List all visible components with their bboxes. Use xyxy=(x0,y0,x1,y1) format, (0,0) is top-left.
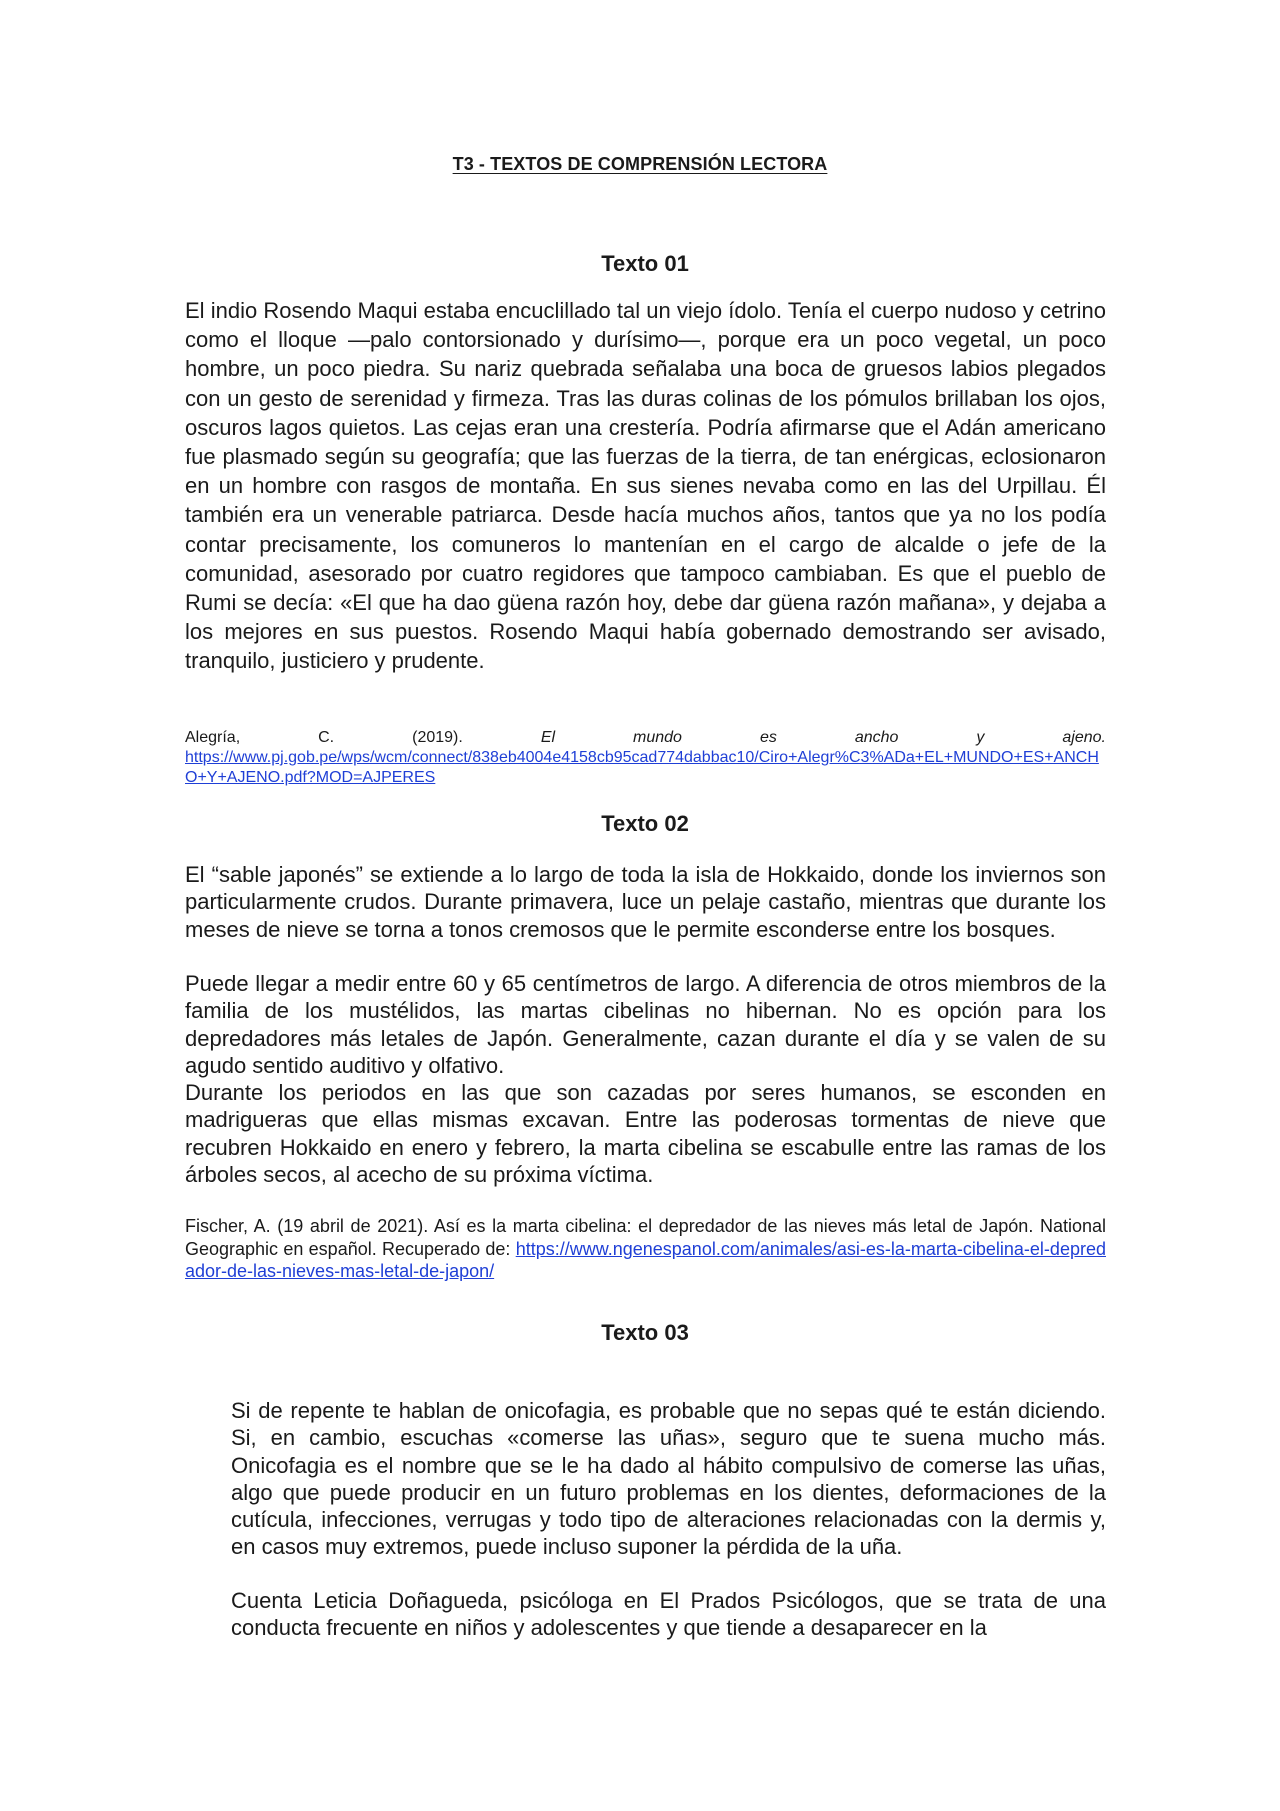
texto-02-paragraph: El “sable japonés” se extiende a lo largo de toda la isla de Hokkaido, donde los inviernos son particularmente crudos. Durante primavera, luce un pelaje castaño, mientras que durante los meses de nieve se torna a tonos cremosos que le permite esconderse entre los bosques. xyxy=(185,862,1106,942)
texto-01-citation xyxy=(185,728,1106,748)
texto-02-citation xyxy=(185,1215,1106,1283)
document-title: T3 - TEXTOS DE COMPRENSIÓN LECTORA xyxy=(452,154,828,174)
texto-02-citation-link[interactable]: https://www.ngenespanol.com/animales/asi-es-la-marta-cibelina-el-depredador-de-las-nieves-mas-letal-de-japon/ xyxy=(185,1238,1106,1282)
texto-02-heading: Texto 02 xyxy=(601,811,689,836)
texto-01-citation-link[interactable]: https://www.pj.gob.pe/wps/wcm/connect/838eb4004e4158cb95cad774dabbac10/Ciro+Alegr%C3%ADa+EL+MUNDO+ES+ANCHO+Y+AJENO.pdf?MOD=AJPERES xyxy=(185,749,1099,786)
texto-01-citation-author: Alegría, C. (2019). xyxy=(185,729,541,746)
texto-01-heading: Texto 01 xyxy=(601,251,689,276)
texto-02-paragraph: Durante los periodos en las que son cazadas por seres humanos, se esconden en madrigueras que ellas mismas excavan. Entre las poderosas tormentas de nieve que recubren Hokkaido en enero y febrero, la marta cibelina se escabulle entre las ramas de los árboles secos, al acecho de su próxima víctima. xyxy=(185,1080,1106,1188)
texto-02-paragraph: Puede llegar a medir entre 60 y 65 centímetros de largo. A diferencia de otros miembros de la familia de los mustélidos, las martas cibelinas no hibernan. No es opción para los depredadores más letales de Japón. Generalmente, cazan durante el día y se valen de su agudo sentido auditivo y olfativo. xyxy=(185,971,1106,1079)
texto-01-citation-url-block xyxy=(185,748,1106,787)
texto-03-paragraph: Si de repente te hablan de onicofagia, es probable que no sepas qué te están diciendo. Si, en cambio, escuchas «comerse las uñas», seguro que te suena mucho más. Onicofagia es el nombre que se le ha dado al hábito compulsivo de comerse las uñas, algo que puede producir en un futuro problemas en los dientes, deformaciones de la cutícula, infecciones, verrugas y todo tipo de alteraciones relacionadas con la dermis y, en casos muy extremos, puede incluso suponer la pérdida de la uña. xyxy=(231,1398,1106,1560)
texto-03-heading: Texto 03 xyxy=(601,1320,689,1345)
texto-02-citation-text: Fischer, A. (19 abril de 2021). Así es la marta cibelina: el depredador de las nieves más letal de Japón. National Geographic en español. Recuperado de: xyxy=(185,1216,1106,1259)
texto-01-body: El indio Rosendo Maqui estaba encuclillado tal un viejo ídolo. Tenía el cuerpo nudoso y cetrino como el lloque —palo contorsionado y durísimo—, porque era un poco vegetal, un poco hombre, un poco piedra. Su nariz quebrada señalaba una boca de gruesos labios plegados con un gesto de serenidad y firmeza. Tras las duras colinas de los pómulos brillaban los ojos, oscuros lagos quietos. Las cejas eran una crestería. Podría afirmarse que el Adán americano fue plasmado según su geografía; que las fuerzas de la tierra, de tan enérgicas, eclosionaron en un hombre con rasgos de montaña. En sus sienes nevaba como en las del Urpillau. Él también era un venerable patriarca. Desde hacía muchos años, tantos que ya no los podía contar precisamente, los comuneros lo mantenían en el cargo de alcalde o jefe de la comunidad, asesorado por cuatro regidores que tampoco cambiaban. Es que el pueblo de Rumi se decía: «El que ha dao güena razón hoy, debe dar güena razón mañana», y dejaba a los mejores en sus puestos. Rosendo Maqui había gobernado demostrando ser avisado, tranquilo, justiciero y prudente. xyxy=(185,298,1106,674)
texto-01-citation-title: El mundo es ancho y ajeno. xyxy=(540,729,1106,746)
texto-03-paragraph: Cuenta Leticia Doñagueda, psicóloga en El Prados Psicólogos, que se trata de una conducta frecuente en niños y adolescentes y que tiende a desaparecer en la xyxy=(231,1588,1106,1641)
